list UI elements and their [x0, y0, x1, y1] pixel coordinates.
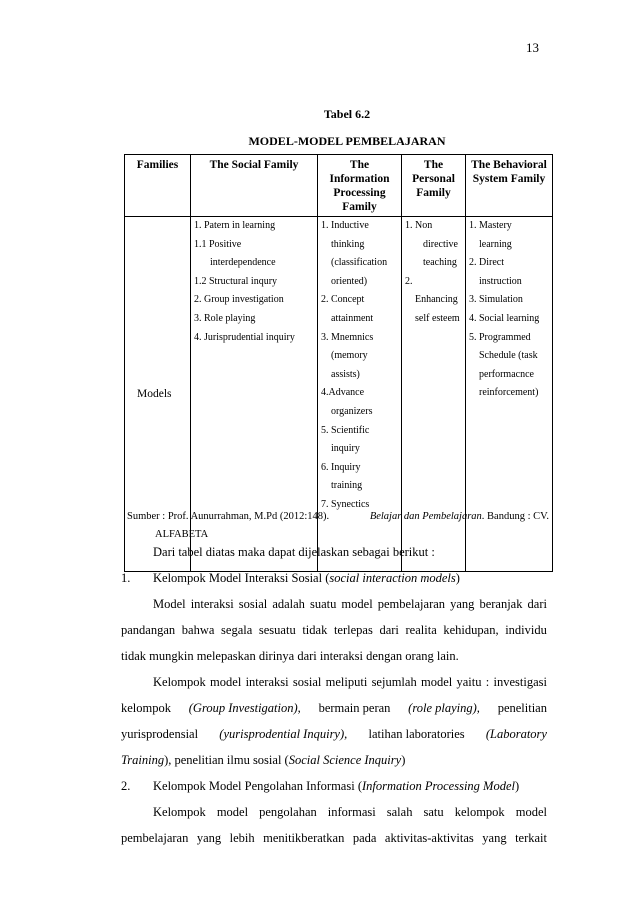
p2-l2-b: (Group Investigation),: [188, 701, 301, 715]
social-item: 2. Group investigation: [194, 294, 284, 306]
table-caption-title: MODEL-MODEL PEMBELAJARAN: [248, 134, 446, 148]
behavioral-item: Schedule (task: [479, 350, 538, 362]
behavioral-item: reinforcement): [479, 387, 539, 399]
source-publisher: ALFABETA: [155, 529, 209, 540]
p3-line-1: Kelompok model pengolahan informasi salah satu kelompok model: [153, 805, 547, 819]
table-source: [127, 508, 549, 544]
list-number-1: 1.: [121, 571, 131, 585]
p2-l2-e: penelitian: [497, 701, 547, 715]
p2-l4-c: Social Science Inquiry: [288, 753, 402, 767]
list-number-2: 2.: [121, 779, 131, 793]
social-item: 1. Patern in learning: [194, 220, 276, 231]
item2-italic: Information Processing Model: [361, 779, 515, 793]
p2-line-3: [121, 727, 547, 742]
personal-item: 2.: [405, 275, 413, 287]
source-suffix: . Bandung : CV.: [481, 511, 549, 522]
information-item: (memory: [331, 350, 368, 362]
header-behavioral-family: The Behavioral System Family: [466, 155, 553, 217]
p2-l2-d: (role playing),: [408, 701, 480, 715]
p2-line-2: [121, 701, 547, 716]
personal-item: directive: [423, 238, 458, 250]
p2-l4-b: ), penelitian ilmu sosial (: [164, 753, 289, 767]
information-item: 4.Advance: [321, 387, 365, 399]
information-item: 7. Synectics: [321, 498, 370, 510]
behavioral-item: learning: [479, 238, 512, 250]
behavioral-item: 3. Simulation: [469, 294, 523, 306]
item2-text: Kelompok Model Pengolahan Informasi (: [153, 779, 362, 793]
header-social-family: The Social Family: [191, 155, 318, 217]
information-item: training: [331, 480, 363, 492]
social-item: 3. Role playing: [194, 312, 256, 324]
information-item: 2. Concept: [321, 294, 365, 306]
p2-line-1: Kelompok model interaksi sosial meliputi sejumlah model yaitu : investigasi: [153, 675, 547, 689]
information-item: thinking: [331, 238, 365, 250]
personal-item: teaching: [423, 257, 457, 269]
behavioral-item: instruction: [479, 275, 522, 287]
p1-line-1: Model interaksi sosial adalah suatu model pembelajaran yang beranjak dari: [153, 597, 547, 611]
social-item: 1.2 Structural inqury: [194, 275, 278, 287]
information-item: organizers: [331, 405, 373, 417]
behavioral-item: 1. Mastery: [469, 220, 512, 231]
behavioral-item: 5. Programmed: [469, 331, 531, 343]
item1-italic: social interaction models: [329, 571, 456, 585]
item1-text: Kelompok Model Interaksi Sosial (: [153, 571, 330, 585]
p2-l4-d: ): [401, 753, 406, 767]
personal-item: self esteem: [415, 312, 460, 324]
information-item: 3. Mnemnics: [321, 331, 374, 343]
behavioral-item: 4. Social learning: [469, 312, 540, 324]
p2-l3-a: yurisprodensial: [121, 727, 199, 741]
p2-l2-c: bermain peran: [318, 701, 391, 715]
social-item: interdependence: [210, 257, 276, 269]
header-information-family: The Information Processing Family: [318, 155, 402, 217]
p3-line-2: pembelajaran yang lebih menitikberatkan pada aktivitas-aktivitas yang terkait: [121, 831, 547, 845]
behavioral-item: performacnce: [479, 368, 534, 380]
personal-item: 1. Non: [405, 220, 433, 231]
information-item: assists): [331, 368, 360, 380]
information-item: oriented): [331, 275, 368, 287]
p2-l3-d: (Laboratory: [485, 727, 547, 741]
table-header-row: [125, 155, 553, 217]
information-item: (classification: [331, 257, 388, 269]
social-item: 4. Jurisprudential inquiry: [194, 331, 295, 343]
p2-line-4: [121, 753, 547, 768]
personal-item: Enhancing: [415, 294, 458, 306]
information-item: 1. Inductive: [321, 220, 369, 231]
source-prefix: Sumber : Prof. Aunurrahman, M.Pd (2012:148).: [127, 511, 330, 522]
behavioral-item: 2. Direct: [469, 257, 504, 269]
item1-end: ): [455, 571, 460, 585]
information-item: 6. Inquiry: [321, 461, 361, 473]
social-item: 1.1 Positive: [194, 238, 242, 250]
p2-l4-a: Training: [121, 753, 165, 767]
header-personal-family: The Personal Family: [402, 155, 466, 217]
item2-end: ): [514, 779, 520, 793]
row-label-models: Models: [125, 217, 191, 572]
information-item: inquiry: [331, 443, 360, 455]
information-item: 5. Scientific: [321, 424, 370, 436]
list-item-1: [121, 571, 547, 586]
p1-line-2: pandangan bahwa segala sesuatu tidak terlepas dari realita kehidupan, individu: [121, 623, 547, 637]
table-caption-label: Tabel 6.2: [323, 107, 371, 121]
p2-l3-c: latihan laboratories: [368, 727, 465, 741]
p1-line-3: tidak mungkin melepaskan dirinya dari interaksi dengan orang lain.: [121, 649, 459, 663]
p2-l2-a: kelompok: [121, 701, 171, 715]
p2-l3-b: (yurisprodential Inquiry),: [219, 727, 348, 741]
source-title: Belajar dan Pembelajaran: [369, 511, 482, 522]
intro-line: Dari tabel diatas maka dapat dijelaskan sebagai berikut :: [153, 545, 435, 559]
page-number: 13: [526, 40, 539, 55]
information-item: attainment: [331, 312, 374, 324]
list-item-2: [121, 779, 547, 794]
header-families: Families: [125, 155, 191, 217]
